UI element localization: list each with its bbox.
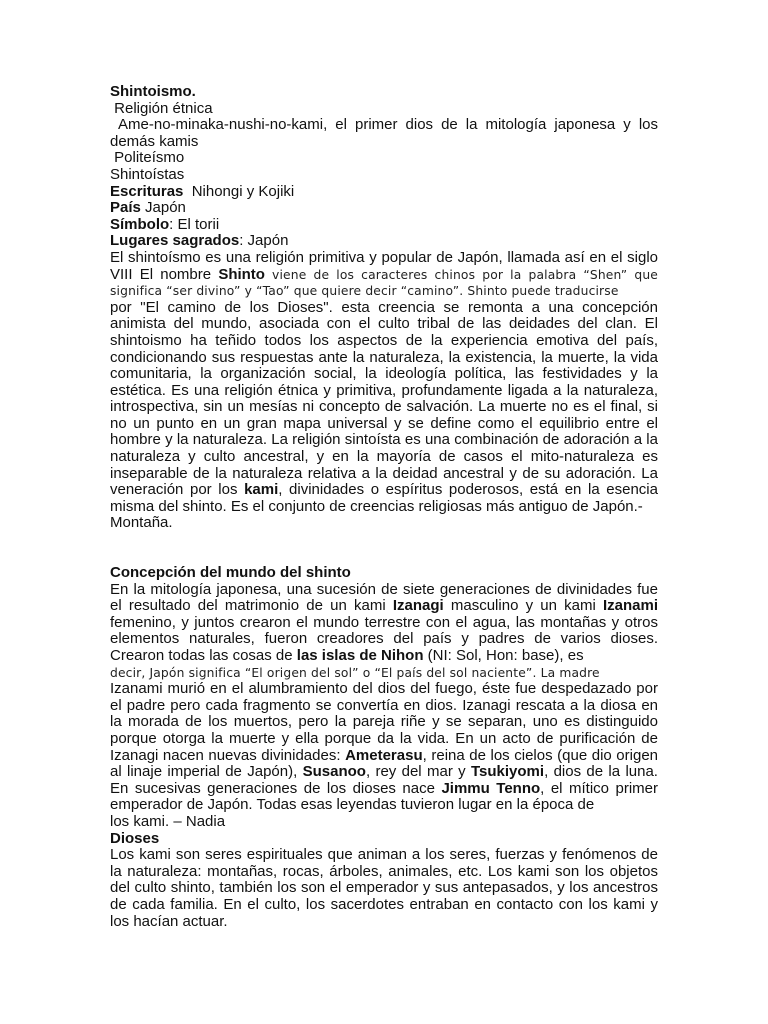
field-label: Símbolo bbox=[110, 215, 170, 233]
paragraph-text: , rey del mar y bbox=[365, 763, 471, 781]
paragraph-text: En la mitología japonesa, una sucesión de siete generaciones de divinidades fue el resultado del matrimonio de un kami bbox=[110, 580, 663, 615]
paragraph-text: , dios de la luna. En sucesivas generaciones de los dioses nace bbox=[110, 763, 663, 797]
paragraph-dioses: Los kami son seres espirituales que animan a los seres, fuerzas y fenómenos de la naturaleza: montañas, rocas, árboles, animales, etc. Los kami son los objetos del culto shinto, también los son el emperador y sus antepasados, y los ancestros de cada familia. En el culto, los sacerdotes entraban en contacto con los kami y los hacían actuar. bbox=[110, 846, 663, 930]
term-shinto: Shinto bbox=[218, 265, 265, 283]
paragraph-text: , reina de los cielos (que dio origen al linaje imperial de Japón), bbox=[110, 746, 663, 781]
paragraph-text-alt-font: decir, Japón significa “El origen del sol” o “El país del sol naciente”. La madre bbox=[110, 665, 600, 680]
paragraph-text: (NI: Sol, Hon: base), es bbox=[423, 647, 584, 664]
paragraph-body bbox=[110, 298, 663, 516]
field-label: Escrituras bbox=[110, 182, 184, 200]
paragraph-text: Izanami murió en el alumbramiento del dios del fuego, éste fue despedazado por el padre pero cada fragmento se convertía en dios. Izanagi rescata a la diosa en la morada de los muertos, pero la pareja riñe y se separan, uno es distinguido porque otorga la muerte y ella porque da la vida. En un acto de purificación de Izanagi nacen nuevas divinidades: bbox=[110, 680, 663, 764]
field-value: : El torii bbox=[169, 215, 220, 233]
paragraph-intro bbox=[110, 248, 663, 300]
paragraph-text: masculino y un kami bbox=[443, 597, 603, 615]
section-heading: Concepción del mundo del shinto bbox=[110, 564, 351, 582]
list-item: Religión étnica bbox=[110, 99, 213, 117]
list-item: Politeísmo bbox=[110, 149, 185, 167]
field-simbolo bbox=[110, 217, 658, 234]
document-page bbox=[110, 83, 667, 930]
field-value: : Japón bbox=[239, 232, 289, 250]
section-heading: Dioses bbox=[110, 829, 160, 847]
paragraph-text: , divinidades o espíritus poderosos, está en la esencia misma del shinto. Es el conjunto de creencias religiosas más antiguo de Japón.- bbox=[110, 481, 663, 515]
paragraph-signature: Montaña. bbox=[110, 514, 173, 532]
paragraph-text: por "El camino de los Dioses". esta creencia se remonta a una concepción animista del mundo, asociada con el culto tribal de las deidades del clan. El shintoismo ha teñido todos los aspectos de la experiencia emotiva del país, condicionando sus respuestas ante la naturaleza, la existencia, la muerte, la vida comunitaria, la organización social, la ideología política, las festividades y la estética. Es una religión étnica y primitiva, profundamente ligada a la naturaleza, introspectiva, sin un mesías ni concepto de salvación. La muerte no es el final, si no un punto en un gran mapa universal y se define como el equilibrio entre el hombre y la naturaleza. La religión sintoísta es una combinación de adoración a la naturaleza y culto ancestral, y en la mayoría de casos el mito-naturaleza es inseparable de la naturaleza relativa a la deidad ancestral y de su adoración. La veneración por los bbox=[110, 298, 663, 499]
list-item: Ame-no-minaka-nushi-no-kami, el primer dios de la mitología japonesa y los demás kamis bbox=[110, 116, 663, 150]
field-label: País bbox=[110, 199, 141, 217]
paragraph-text: femenino, y juntos crearon el mundo terrestre con el agua, las montañas y otros elementos naturales, fueron creadores del país y padres de varios dioses. Crearon todas las cosas de bbox=[110, 597, 667, 664]
document-title: Shintoismo. bbox=[110, 83, 196, 100]
paragraph-mythology-cont bbox=[110, 680, 663, 814]
field-label: Lugares sagrados bbox=[110, 232, 240, 250]
paragraph-text-alt-font: viene de los caracteres chinos por la palabra “Shen” que significa “ser divino” y “Tao” que quiere decir “camino”. Shinto puede traducirse bbox=[110, 267, 663, 299]
list-item: Shintoístas bbox=[110, 165, 185, 183]
term-ameterasu: Ameterasu bbox=[345, 746, 423, 764]
term-izanami: Izanami bbox=[602, 597, 658, 615]
field-escrituras bbox=[110, 184, 658, 201]
term-susanoo: Susanoo bbox=[302, 763, 366, 781]
paragraph-text: , el mítico primer emperador de Japón. Todas esas leyendas tuvieron lugar en la época de bbox=[110, 779, 663, 814]
term-tsukiyomi: Tsukiyomi bbox=[470, 763, 545, 781]
field-value: Nihongi y Kojiki bbox=[183, 182, 295, 200]
term-jimmu-tenno: Jimmu Tenno bbox=[441, 779, 541, 797]
paragraph-signature: los kami. – Nadia bbox=[110, 812, 226, 830]
term-kami: kami bbox=[244, 481, 279, 499]
term-izanagi: Izanagi bbox=[392, 597, 444, 615]
paragraph-text: El shintoísmo es una religión primitiva y popular de Japón, llamada así en el siglo VIII El nombre bbox=[110, 248, 663, 283]
field-pais bbox=[110, 200, 658, 217]
field-value: Japón bbox=[140, 199, 186, 217]
field-lugares bbox=[110, 233, 658, 250]
paragraph-mythology bbox=[110, 580, 667, 665]
term-islas-de-nihon: las islas de Nihon bbox=[296, 647, 424, 664]
